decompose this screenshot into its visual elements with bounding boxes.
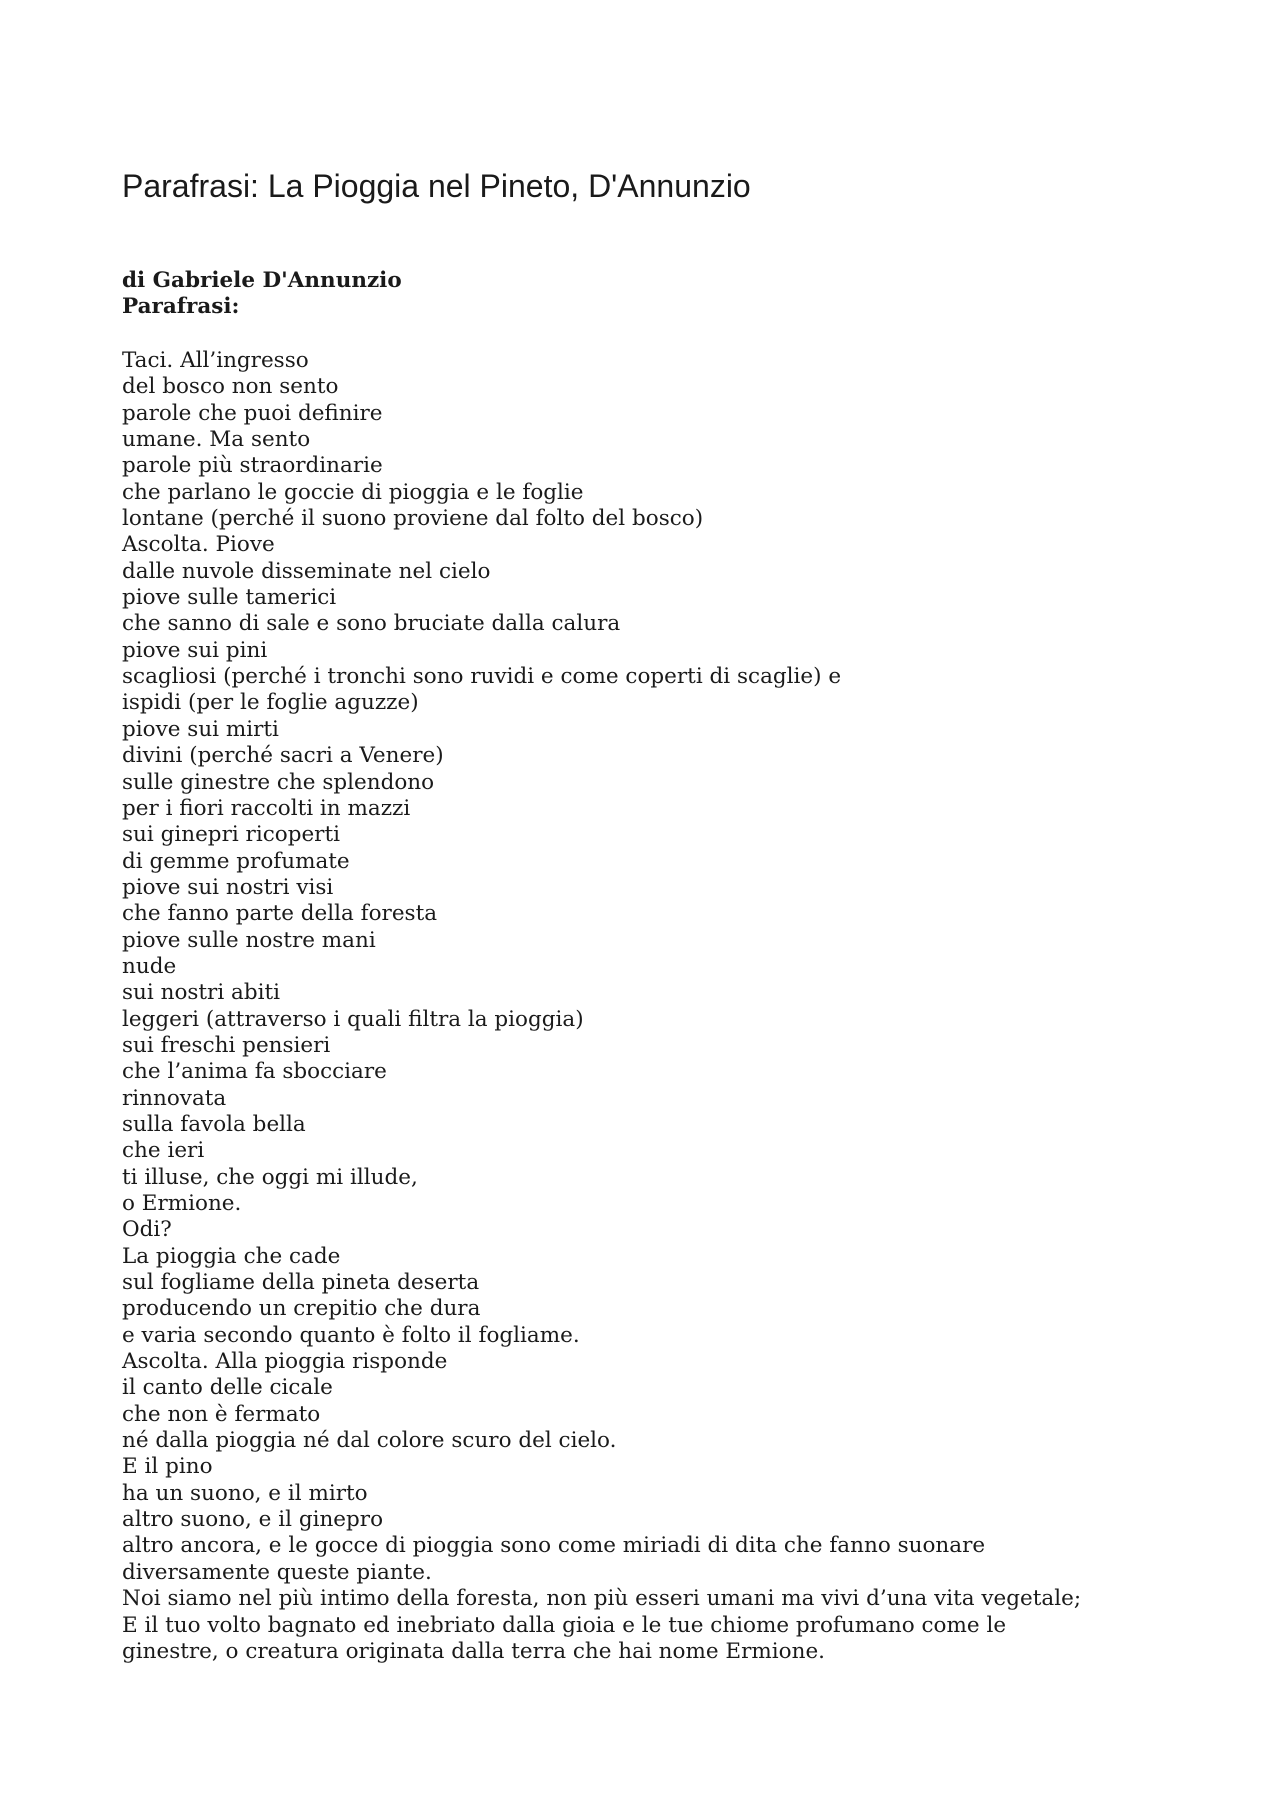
text-line: che l’anima fa sbocciare — [122, 1059, 387, 1085]
text-line: piove sulle nostre mani — [122, 927, 376, 953]
text-line: dalle nuvole disseminate nel cielo — [122, 558, 491, 584]
text-line: piove sui nostri visi — [122, 874, 334, 900]
text-line: sui freschi pensieri — [122, 1032, 331, 1058]
text-line: altro ancora, e le gocce di pioggia sono come miriadi di dita che fanno suonare — [122, 1533, 986, 1559]
text-line: parole più straordinarie — [122, 453, 383, 479]
document-meta — [122, 268, 402, 321]
text-line: Odi? — [122, 1217, 172, 1243]
text-line: lontane (perché il suono proviene dal folto del bosco) — [122, 506, 704, 532]
text-line: ha un suono, e il mirto — [122, 1480, 368, 1506]
text-line: Taci. All’ingresso — [122, 348, 309, 373]
page-title: Parafrasi: La Pioggia nel Pineto, D'Annunzio — [122, 168, 751, 204]
text-line: di gemme profumate — [122, 848, 350, 874]
text-line: per i fiori raccolti in mazzi — [122, 795, 411, 821]
section-label: Parafrasi: — [122, 294, 240, 320]
text-line: rinnovata — [122, 1085, 227, 1111]
text-line: piove sui pini — [122, 637, 268, 663]
text-line: e varia secondo quanto è folto il fogliame. — [122, 1322, 580, 1348]
text-line: sui nostri abiti — [122, 980, 281, 1006]
author-line: di Gabriele D'Annunzio — [122, 268, 402, 293]
text-line: che ieri — [122, 1138, 205, 1164]
text-line: ti illuse, che oggi mi illude, — [122, 1164, 418, 1190]
text-line: sulle ginestre che splendono — [122, 769, 435, 795]
text-line: producendo un crepitio che dura — [122, 1296, 481, 1322]
text-line: che fanno parte della foresta — [122, 901, 438, 927]
text-line: del bosco non sento — [122, 374, 339, 400]
text-line: che parlano le goccie di pioggia e le foglie — [122, 479, 584, 505]
text-line: sul fogliame della pineta deserta — [122, 1270, 480, 1296]
text-line: né dalla pioggia né dal colore scuro del cielo. — [122, 1428, 617, 1454]
text-line: Ascolta. Piove — [122, 532, 275, 558]
text-line: piove sulle tamerici — [122, 585, 337, 611]
text-line: Ascolta. Alla pioggia risponde — [122, 1349, 448, 1375]
text-line: diversamente queste piante. — [122, 1559, 432, 1585]
text-line: Noi siamo nel più intimo della foresta, non più esseri umani ma vivi d’una vita vegetale; — [122, 1586, 1082, 1612]
text-line: ispidi (per le foglie aguzze) — [122, 690, 419, 716]
text-line: piove sui mirti — [122, 716, 279, 742]
text-line: o Ermione. — [122, 1191, 242, 1216]
text-line: umane. Ma sento — [122, 427, 311, 453]
text-line: sulla favola bella — [122, 1111, 306, 1137]
text-line: che non è fermato — [122, 1401, 321, 1427]
text-line: E il tuo volto bagnato ed inebriato dalla gioia e le tue chiome profumano come le — [122, 1612, 1007, 1638]
text-line: leggeri (attraverso i quali filtra la pioggia) — [122, 1006, 584, 1032]
text-line: altro suono, e il ginepro — [122, 1507, 384, 1533]
text-line: La pioggia che cade — [122, 1243, 341, 1269]
text-line: divini (perché sacri a Venere) — [122, 743, 444, 769]
text-line: ginestre, o creatura originata dalla terra che hai nome Ermione. — [122, 1638, 826, 1664]
paraphrase-text — [122, 348, 1081, 1665]
text-line: il canto delle cicale — [122, 1375, 333, 1401]
text-line: nude — [122, 953, 177, 979]
text-line: E il pino — [122, 1454, 213, 1480]
text-line: scagliosi (perché i tronchi sono ruvidi e come coperti di scaglie) e — [122, 664, 842, 690]
text-line: che sanno di sale e sono bruciate dalla calura — [122, 611, 621, 637]
text-line: sui ginepri ricoperti — [122, 822, 340, 848]
text-line: parole che puoi definire — [122, 400, 383, 426]
